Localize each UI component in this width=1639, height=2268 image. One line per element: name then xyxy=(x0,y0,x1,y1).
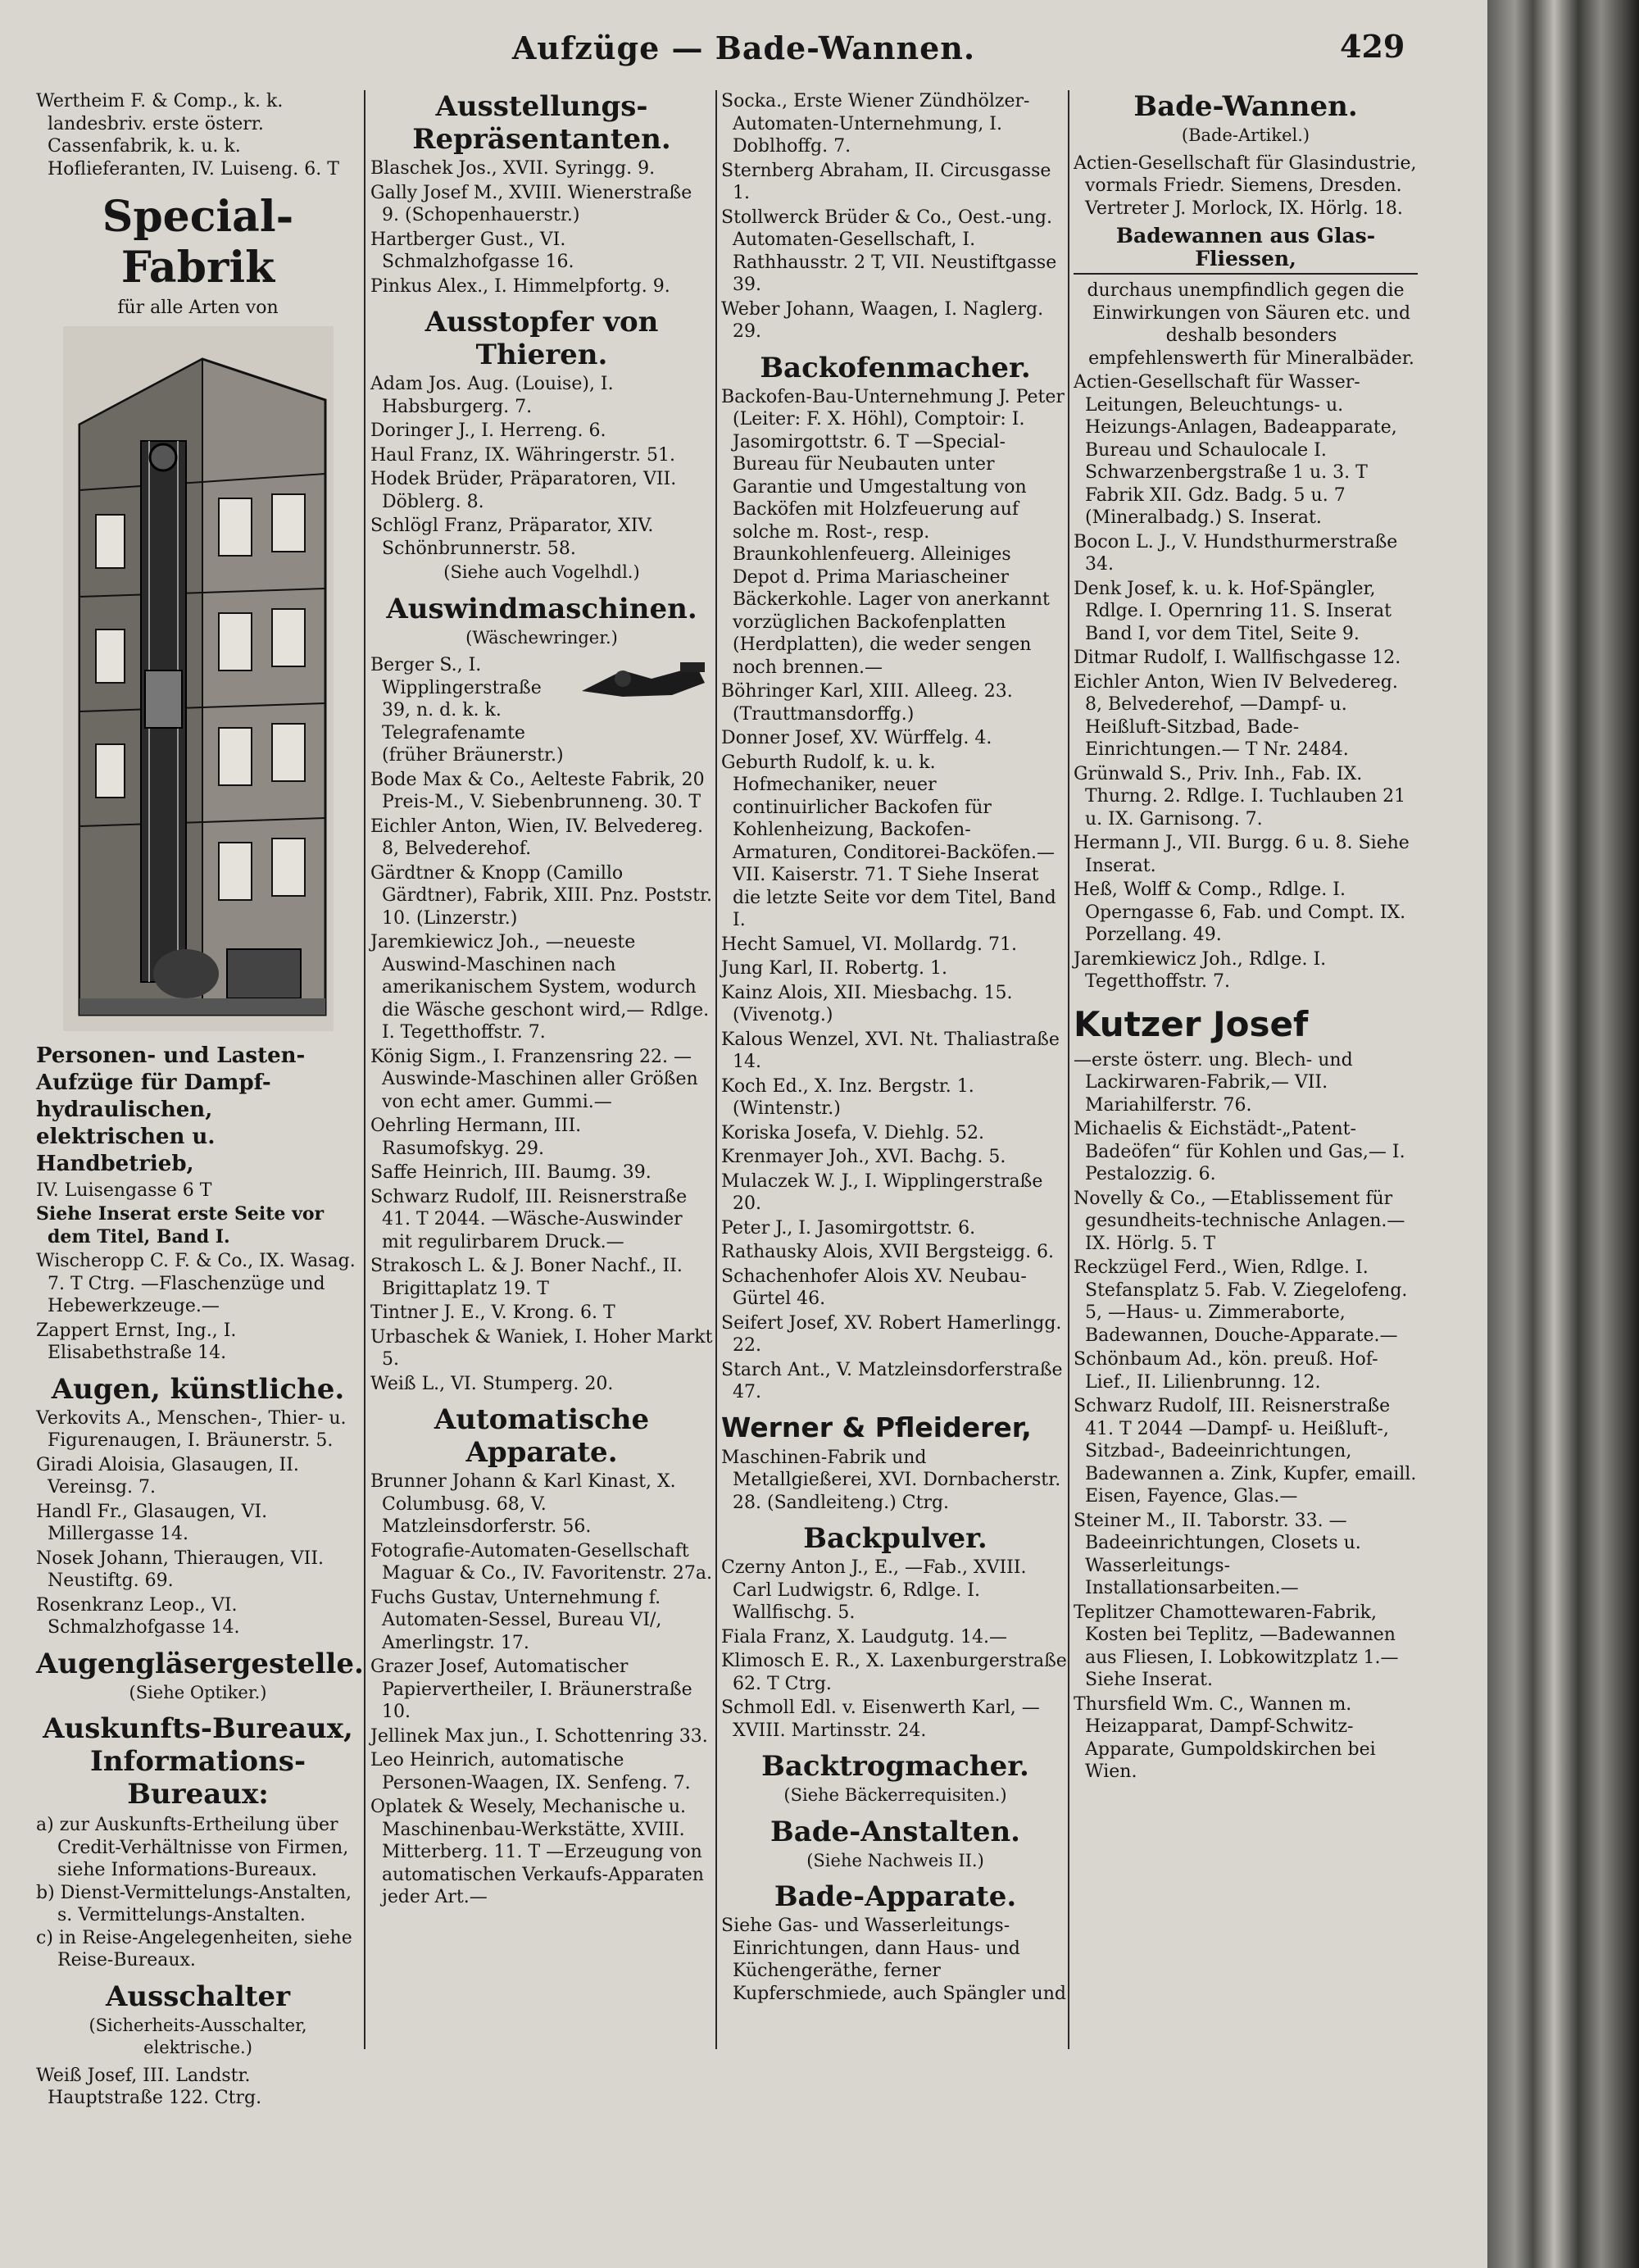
entry: Doringer J., I. Herreng. 6. xyxy=(370,420,606,441)
entry: Rathausky Alois, XVII Bergsteigg. 6. xyxy=(721,1242,1055,1262)
entry: Actien-Gesellschaft für Wasser-Leitungen, Beleuchtungs- u. Heizungs-Anlagen, Badeapparate, Bureau und Schaulocale I. Schwarzenbergstraße 1 u. 3. T Fabrik XII. Gdz. Badg. 5 u. 7 (Mineralbadg.) S. Inserat. xyxy=(1074,372,1397,528)
ad-address: IV. Luisengasse 6 T xyxy=(36,1179,212,1201)
entry: König Sigm., I. Franzensring 22. —Auswinde-Maschinen aller Größen von echt amer. Gummi.— xyxy=(370,1046,698,1112)
entry: Rosenkranz Leop., VI. Schmalzhofgasse 14. xyxy=(36,1594,240,1638)
entry: Jellinek Max jun., I. Schottenring 33. xyxy=(370,1725,708,1747)
list-item: c) in Reise-Angelegenheiten, siehe Reise-Bureaux. xyxy=(36,1927,352,1970)
entry: Schönbaum Ad., kön. preuß. Hof-Lief., II. Lilienbrunng. 12. xyxy=(1074,1349,1378,1393)
entry: Schwarz Rudolf, III. Reisnerstraße 41. T 2044 —Dampf- u. Heißluft-, Sitzbad-, Badeeinrichtungen, Badewannen a. Zink, Kupfer, emaill. Eisen, Fayence, Glas.— xyxy=(1074,1396,1417,1507)
running-head: Aufzüge — Bade-Wannen. xyxy=(511,30,976,66)
entry: Jung Karl, II. Robertg. 1. xyxy=(721,958,948,979)
section-note: (Bade-Artikel.) xyxy=(1181,125,1310,145)
entry: Nosek Johann, Thieraugen, VII. Neustiftg. 69. xyxy=(36,1548,325,1591)
entry: Tintner J. E., V. Krong. 6. T xyxy=(370,1302,615,1323)
entry: Wertheim F. & Comp., k. k. landesbriv. erste österr. Cassenfabrik, k. u. k. Hoflieferanten, IV. Luiseng. 6. T xyxy=(36,91,339,180)
entry: Ditmar Rudolf, I. Wallfischgasse 12. xyxy=(1074,648,1401,668)
section-heading: Ausstellungs-Repräsentanten. xyxy=(412,90,671,156)
list-item: a) zur Auskunfts-Ertheilung über Credit-Verhältnisse von Firmen, siehe Informations-Bureaux. xyxy=(36,1815,349,1880)
entry: Bocon L. J., V. Hundsthurmerstraße 34. xyxy=(1074,531,1398,575)
entry: Geburth Rudolf, k. u. k. Hofmechaniker, neuer continuirlicher Backofen für Kohlenheizung, Backofen-Armaturen, Conditorei-Backöfen.— VII. Kaiserstr. 71. T Siehe Inserat die letzte Seite vor dem Titel, Band I. xyxy=(721,752,1056,930)
entry: Schmoll Edl. v. Eisenwerth Karl, —XVIII. Martinsstr. 24. xyxy=(721,1698,1040,1741)
elevator-building-illustration xyxy=(63,326,334,1031)
entry: Gally Josef M., XVIII. Wienerstraße 9. (Schopenhauerstr.) xyxy=(370,182,692,225)
entry: Oehrling Hermann, III. Rasumofskyg. 29. xyxy=(370,1116,582,1159)
entry: Haul Franz, IX. Währingerstr. 51. xyxy=(370,444,676,466)
ad-glass-tubs-body: durchaus unempfindlich gegen die Einwirkungen von Säuren etc. und deshalb besonders empfehlenswerth für Mineralbäder. xyxy=(1087,280,1414,369)
section-heading: Bade-Anstalten. xyxy=(770,1815,1021,1848)
section-heading: Auswindmaschinen. xyxy=(386,592,697,625)
entry-with-illustration xyxy=(370,654,713,767)
ad-note: Siehe Inserat erste Seite vor dem Titel, Band I. xyxy=(36,1203,325,1248)
entry: Oplatek & Wesely, Mechanische u. Maschinenbau-Werkstätte, XVIII. Mitterberg. 11. T —Erzeugung von automatischen Verkaufs-Apparaten jeder Art.— xyxy=(370,1797,704,1907)
section-note: (Sicherheits-Ausschalter, elektrische.) xyxy=(89,2015,307,2057)
section-heading: Augengläsergestelle. xyxy=(36,1647,364,1680)
entry: Mulaczek W. J., I. Wipplingerstraße 20. xyxy=(721,1170,1043,1214)
entry: Giradi Aloisia, Glasaugen, II. Vereinsg. 7. xyxy=(36,1454,299,1498)
entry: Bode Max & Co., Aelteste Fabrik, 20 Preis-M., V. Siebenbrunneng. 30. T xyxy=(370,769,705,812)
entry: Reckzügel Ferd., Wien, Rdlge. I. Stefansplatz 5. Fab. V. Ziegelofeng. 5, —Haus- u. Zimmerabortе, Badewannen, Douche-Apparate.— xyxy=(1074,1257,1408,1346)
entry: Sternberg Abraham, II. Circusgasse 1. xyxy=(721,160,1051,203)
entry: Schwarz Rudolf, III. Reisnerstraße 41. T 2044. —Wäsche-Auswinder mit regulirbarem Druck.— xyxy=(370,1186,688,1252)
section-note: (Siehe Nachweis II.) xyxy=(806,1850,984,1870)
section-heading: Backpulver. xyxy=(803,1522,987,1555)
entry: Hecht Samuel, VI. Mollardg. 71. xyxy=(721,934,1017,955)
entry: Urbaschek & Waniek, I. Hoher Markt 5. xyxy=(370,1326,713,1370)
entry: Actien-Gesellschaft für Glasindustrie, vormals Friedr. Siemens, Dresden. Vertreter J. Morlock, IX. Hörlg. 18. xyxy=(1074,152,1417,219)
entry: Fuchs Gustav, Unternehmung f. Automaten-Sessel, Bureau VI/, Amerlingstr. 17. xyxy=(370,1587,662,1653)
entry: Weiß Josef, III. Landstr. Hauptstraße 122. Ctrg. xyxy=(36,2065,262,2108)
section-note: (Wäschewringer.) xyxy=(465,627,618,648)
entry: Schachenhofer Alois XV. Neubau-Gürtel 46. xyxy=(721,1266,1027,1309)
entry: Hermann J., VII. Burgg. 6 u. 8. Siehe Inserat. xyxy=(1074,833,1410,876)
ad-title: Special-Fabrik xyxy=(102,192,294,293)
entry: Jaremkiewicz Joh., Rdlge. I. Tegetthoffstr. 7. xyxy=(1074,948,1327,992)
list-item: b) Dienst-Vermittelungs-Anstalten, s. Vermittelungs-Anstalten. xyxy=(36,1882,352,1925)
entry: Steiner M., II. Taborstr. 33. —Badeeinrichtungen, Closets u. Wasserleitungs-Installationsarbeiten.— xyxy=(1074,1510,1361,1598)
entry: Weber Johann, Waagen, I. Naglerg. 29. xyxy=(721,298,1044,342)
entry: Gärdtner & Knopp (Camillo Gärdtner), Fabrik, XIII. Pnz. Poststr. 10. (Linzerstr.) xyxy=(370,862,713,929)
entry: Weiß L., VI. Stumperg. 20. xyxy=(370,1373,614,1394)
section-heading: Augen, künstliche. xyxy=(51,1372,345,1406)
section-note: (Siehe Bäckerrequisiten.) xyxy=(783,1785,1007,1805)
page-number: 429 xyxy=(1340,28,1405,65)
section-heading: Bade-Apparate. xyxy=(774,1880,1017,1913)
section-heading: Ausschalter xyxy=(105,1979,290,2013)
entry: Hodek Brüder, Präparatoren, VII. Döblerg. 8. xyxy=(370,469,677,512)
ad-subtitle: für alle Arten von xyxy=(117,298,279,318)
section-heading: Ausstopfer von Thieren. xyxy=(425,306,659,371)
entry: Böhringer Karl, XIII. Alleeg. 23. (Trauttmansdorffg.) xyxy=(721,681,1013,725)
entry: Klimosch E. R., X. Laxenburgerstraße 62. T Ctrg. xyxy=(721,1651,1067,1694)
entry: Handl Fr., Glasaugen, VI. Millergasse 14. xyxy=(36,1501,268,1544)
entry: Saffe Heinrich, III. Baumg. 39. xyxy=(370,1162,652,1183)
ad-body: Personen- und Lasten-Aufzüge für Dampf-hydraulischen, elektrischen u. Handbetrieb, xyxy=(36,1043,306,1176)
entry: Kalous Wenzel, XVI. Nt. Thaliastraße 14. xyxy=(721,1029,1060,1072)
entry: Peter J., I. Jasomirgottstr. 6. xyxy=(721,1217,976,1239)
book-page-edge xyxy=(1487,0,1639,2268)
entry: Zappert Ernst, Ing., I. Elisabethstraße 14. xyxy=(36,1320,237,1363)
entry: Jaremkiewicz Joh., —neueste Auswind-Maschinen nach amerikanischem System, wodurch die Wäsche geschont wird,— Rdlge. I. Tegetthoffstr. 7. xyxy=(370,932,710,1043)
auskunft-list xyxy=(36,1814,360,1972)
entry: Novelly & Co., —Etablissement für gesundheits-technische Anlagen.— IX. Hörlg. 5. T xyxy=(1074,1188,1405,1254)
entry: Fiala Franz, X. Laudgutg. 14.— xyxy=(721,1626,1007,1648)
entry: Wischeropp C. F. & Co., IX. Wasag. 7. T Ctrg. —Flaschenzüge und Hebewerkzeuge.— xyxy=(36,1251,356,1316)
ad-glass-tubs-title: Badewannen aus Glas-Fliessen, xyxy=(1074,225,1418,275)
entry: Czerny Anton J., E., —Fab., XVIII. Carl Ludwigstr. 6, Rdlge. I. Wallfischg. 5. xyxy=(721,1557,1027,1623)
entry: Thursfield Wm. C., Wannen m. Heizapparat, Dampf-Schwitz-Apparate, Gumpoldskirchen bei Wien. xyxy=(1074,1693,1376,1782)
section-note: (Siehe auch Vogelhdl.) xyxy=(443,562,640,582)
entry: Leo Heinrich, automatische Personen-Waagen, IX. Senfeng. 7. xyxy=(370,1750,691,1793)
section-heading: Auskunfts-Bureaux, Informations-Bureaux: xyxy=(43,1712,353,1811)
entry: Denk Josef, k. u. k. Hof-Spängler, Rdlge. I. Opernring 11. S. Inserat Band I, vor dem Titel, Seite 9. xyxy=(1074,578,1392,644)
entry: Koriska Josefa, V. Diehlg. 52. xyxy=(721,1122,984,1143)
column-2 xyxy=(370,90,713,1911)
entry: Fotografie-Automaten-Gesellschaft Maguar & Co., IV. Favoritenstr. 27a. xyxy=(370,1540,712,1584)
entry: Siehe Gas- und Wasserleitungs-Einrichtungen, dann Haus- und Küchengeräthe, ferner Kupferschmiede, auch Spängler und xyxy=(721,1916,1066,2004)
section-heading: Bade-Wannen. xyxy=(1133,90,1358,123)
column-3 xyxy=(721,90,1069,2007)
entry: Teplitzer Chamottewaren-Fabrik, Kosten bei Teplitz, —Badewannen aus Fliesen, I. Lobkowitzplatz 1.— Siehe Inserat. xyxy=(1074,1602,1399,1690)
column-1 xyxy=(36,90,364,2111)
entry: Pinkus Alex., I. Himmelpfortg. 9. xyxy=(370,275,670,297)
entry: Michaelis & Eichstädt-„Patent-Badeöfen“ für Kohlen und Gas,— I. Pestalozzig. 6. xyxy=(1074,1119,1405,1184)
column-rule xyxy=(715,90,717,2049)
entry: Backofen-Bau-Unternehmung J. Peter (Leiter: F. X. Höhl), Comptoir: I. Jasomirgottstr. 6. T —Special-Bureau für Neubauten unter Garantie und Umgestaltung von Backöfen mit Holzfeuerung auf solche m. Rost-, resp. Braunkohlenfeuerg. Alleiniges Depot d. Prima Mariascheiner Bäckerkohle. Lager von anerkannt vorzüglichen Backofenplatten (Herdplatten), die weder sengen noch brennen.— xyxy=(721,386,1065,678)
section-heading: Automatische Apparate. xyxy=(434,1403,650,1469)
entry: Koch Ed., X. Inz. Bergstr. 1. (Wintenstr.) xyxy=(721,1075,974,1119)
ad-kutzer-body: —erste österr. ung. Blech- und Lackirwaren-Fabrik,— VII. Mariahilferstr. 76. xyxy=(1074,1049,1353,1116)
entry: Heß, Wolff & Comp., Rdlge. I. Operngasse 6, Fab. und Compt. IX. Porzellang. 49. xyxy=(1074,879,1406,945)
ad-werner-title: Werner & Pfleiderer, xyxy=(721,1411,1032,1443)
entry: Strakosch L. & J. Boner Nachf., II. Brigittaplatz 19. T xyxy=(370,1256,683,1299)
entry: Verkovits A., Menschen-, Thier- u. Figurenaugen, I. Bräunerstr. 5. xyxy=(36,1407,347,1451)
column-rule xyxy=(364,90,365,2049)
entry: Socka., Erste Wiener Zündhölzer-Automaten-Unternehmung, I. Doblhoffg. 7. xyxy=(721,91,1030,157)
entry: Seifert Josef, XV. Robert Hamerlingg. 22. xyxy=(721,1312,1062,1356)
entry: Hartberger Gust., VI. Schmalzhofgasse 16. xyxy=(370,229,574,272)
entry: Donner Josef, XV. Würffelg. 4. xyxy=(721,728,992,748)
entry: Krenmayer Joh., XVI. Bachg. 5. xyxy=(721,1147,1006,1167)
wringer-illustration xyxy=(574,654,713,703)
entry: Eichler Anton, Wien IV Belvedereg. 8, Belvederehof, —Dampf- u. Heißluft-Sitzbad, Bade-Einrichtungen.— T Nr. 2484. xyxy=(1074,671,1398,760)
entry: Eichler Anton, Wien, IV. Belvedereg. 8, Belvederehof. xyxy=(370,816,703,859)
entry: Adam Jos. Aug. (Louise), I. Habsburgerg. 7. xyxy=(370,374,614,417)
column-4 xyxy=(1074,90,1418,1785)
entry: Brunner Johann & Karl Kinast, X. Columbusg. 68, V. Matzleinsdorferstr. 56. xyxy=(370,1471,676,1537)
ad-kutzer-title: Kutzer Josef xyxy=(1074,1003,1309,1044)
entry: Stollwerck Brüder & Co., Oest.-ung. Automaten-Gesellschaft, I. Rathhausstr. 2 T, VII. Neustiftgasse 39. xyxy=(721,207,1057,295)
ad-werner-body: Maschinen-Fabrik und Metallgießerei, XVI. Dornbacherstr. 28. (Sandleiteng.) Ctrg. xyxy=(721,1447,1061,1513)
entry: Starch Ant., V. Matzleinsdorferstraße 47. xyxy=(721,1359,1063,1402)
entry: Grünwald S., Priv. Inh., Fab. IX. Thurng. 2. Rdlge. I. Tuchlauben 21 u. IX. Garnisong. 7. xyxy=(1074,763,1406,829)
entry: Grazer Josef, Automatischer Papiervertheiler, I. Bräunerstraße 10. xyxy=(370,1657,692,1722)
section-heading: Backofenmacher. xyxy=(760,351,1031,384)
section-heading: Backtrogmacher. xyxy=(761,1750,1029,1783)
entry: Berger S., I. Wipplingerstraße 39, n. d. k. k. Telegrafenamte (früher Bräunerstr.) xyxy=(370,655,564,766)
entry: Kainz Alois, XII. Miesbachg. 15. (Vivenotg.) xyxy=(721,982,1013,1025)
entry: Schlögl Franz, Präparator, XIV. Schönbrunnerstr. 58. xyxy=(370,516,654,559)
entry: Blaschek Jos., XVII. Syringg. 9. xyxy=(370,158,656,179)
section-note: (Siehe Optiker.) xyxy=(129,1682,267,1702)
